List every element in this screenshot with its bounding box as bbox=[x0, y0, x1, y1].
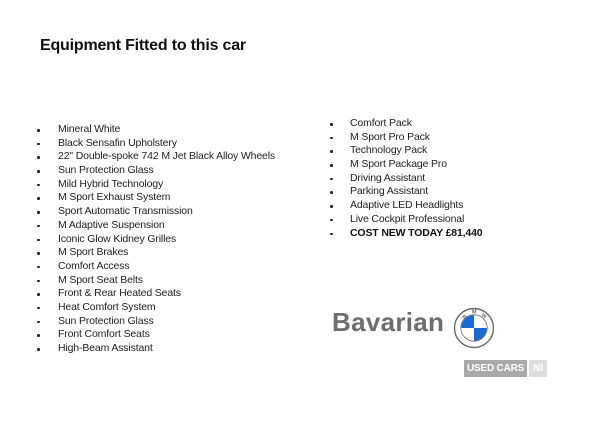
bullet-icon bbox=[330, 233, 333, 236]
list-item bbox=[330, 131, 482, 145]
bullet-icon bbox=[37, 170, 40, 173]
bullet-icon bbox=[37, 225, 40, 228]
bullet-icon bbox=[37, 266, 40, 269]
equipment-item-label: Front & Rear Heated Seats bbox=[58, 287, 181, 300]
list-item bbox=[37, 315, 275, 329]
bullet-icon bbox=[330, 123, 333, 126]
equipment-item-label: M Sport Exhaust System bbox=[58, 191, 171, 204]
list-item bbox=[37, 246, 275, 260]
equipment-list-right bbox=[330, 117, 482, 240]
list-item bbox=[37, 205, 275, 219]
list-item bbox=[37, 287, 275, 301]
list-item bbox=[37, 260, 275, 274]
list-item bbox=[330, 117, 482, 131]
list-item bbox=[37, 342, 275, 356]
bullet-icon bbox=[330, 150, 333, 153]
used-cars-badge bbox=[464, 360, 547, 377]
bullet-icon bbox=[37, 156, 40, 159]
equipment-item-label: Sun Protection Glass bbox=[58, 164, 154, 177]
list-item bbox=[37, 219, 275, 233]
bullet-icon bbox=[37, 239, 40, 242]
equipment-list-left bbox=[37, 123, 275, 356]
bullet-icon bbox=[330, 164, 333, 167]
page-title: Equipment Fitted to this car bbox=[40, 37, 246, 54]
list-item bbox=[37, 178, 275, 192]
equipment-item-label: M Sport Seat Belts bbox=[58, 273, 143, 286]
bullet-icon bbox=[330, 137, 333, 140]
equipment-item-label: Comfort Pack bbox=[350, 117, 412, 129]
equipment-item-label: Mild Hybrid Technology bbox=[58, 177, 164, 190]
list-item bbox=[37, 150, 275, 164]
equipment-item-label: Driving Assistant bbox=[350, 171, 426, 184]
bullet-icon bbox=[37, 321, 40, 324]
dealer-logo-text: Bavarian bbox=[332, 307, 445, 337]
svg-text:W: W bbox=[479, 312, 488, 321]
equipment-item-label: M Sport Pro Pack bbox=[350, 130, 430, 143]
equipment-item-label: Sun Protection Glass bbox=[58, 314, 154, 327]
equipment-item-label: Comfort Access bbox=[58, 259, 130, 272]
bullet-icon bbox=[37, 129, 40, 132]
list-item bbox=[37, 123, 275, 137]
equipment-item-label: Mineral White bbox=[58, 123, 121, 135]
bullet-icon bbox=[37, 143, 40, 146]
cost-label: COST NEW TODAY £81,440 bbox=[350, 226, 483, 239]
equipment-item-label: 22" Double-spoke 742 M Jet Black Alloy Wheels bbox=[58, 150, 276, 163]
list-item bbox=[37, 164, 275, 178]
equipment-item-label: Live Cockpit Professional bbox=[350, 212, 465, 225]
bullet-icon bbox=[37, 280, 40, 283]
list-item bbox=[330, 185, 482, 199]
equipment-item-label: M Sport Package Pro bbox=[350, 158, 447, 171]
bmw-logo-icon bbox=[453, 307, 495, 349]
equipment-item-label: Sport Automatic Transmission bbox=[58, 205, 193, 218]
list-item bbox=[37, 328, 275, 342]
equipment-item-label: High-Beam Assistant bbox=[58, 342, 153, 354]
badge-region: NI bbox=[529, 360, 547, 377]
badge-used-cars: USED CARS bbox=[464, 360, 527, 377]
list-item bbox=[330, 172, 482, 186]
list-item bbox=[37, 233, 275, 247]
bullet-icon bbox=[37, 307, 40, 310]
bullet-icon bbox=[330, 219, 333, 222]
equipment-item-label: Black Sensafin Upholstery bbox=[58, 136, 177, 149]
bullet-icon bbox=[37, 211, 40, 214]
equipment-item-label: Heat Comfort System bbox=[58, 300, 156, 313]
bullet-icon bbox=[37, 293, 40, 296]
bullet-icon bbox=[37, 252, 40, 255]
svg-text:B: B bbox=[461, 313, 469, 322]
bullet-icon bbox=[37, 197, 40, 200]
bullet-icon bbox=[37, 184, 40, 187]
list-item bbox=[37, 274, 275, 288]
equipment-item-label: Parking Assistant bbox=[350, 185, 428, 198]
list-item bbox=[37, 301, 275, 315]
svg-text:M: M bbox=[472, 309, 477, 316]
equipment-item-label: Technology Pack bbox=[350, 144, 428, 157]
equipment-item-label: M Adaptive Suspension bbox=[58, 218, 165, 231]
cost-new-today bbox=[330, 227, 482, 241]
equipment-item-label: Front Comfort Seats bbox=[58, 328, 150, 341]
list-item bbox=[37, 137, 275, 151]
equipment-item-label: M Sport Brakes bbox=[58, 246, 129, 259]
list-item bbox=[330, 144, 482, 158]
list-item bbox=[330, 213, 482, 227]
equipment-item-label: Iconic Glow Kidney Grilles bbox=[58, 232, 177, 245]
equipment-item-label: Adaptive LED Headlights bbox=[350, 199, 464, 212]
list-item bbox=[37, 191, 275, 205]
list-item bbox=[330, 158, 482, 172]
bullet-icon bbox=[330, 205, 333, 208]
bullet-icon bbox=[330, 178, 333, 181]
bullet-icon bbox=[330, 191, 333, 194]
bullet-icon bbox=[37, 348, 40, 351]
bullet-icon bbox=[37, 334, 40, 337]
list-item bbox=[330, 199, 482, 213]
